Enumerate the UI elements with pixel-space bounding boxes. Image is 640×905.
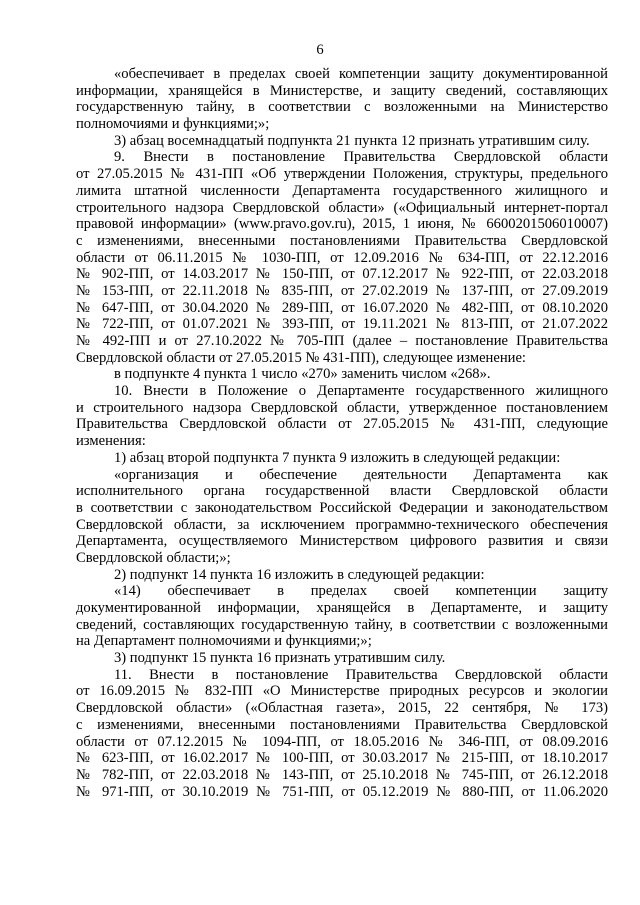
text-line: лимита штатной численности Департамента государственного жилищного и — [76, 182, 608, 199]
text-line: № 492-ПП и от 27.10.2022 № 705-ПП (далее – постановление Правительства — [76, 333, 608, 349]
text-line: полномочиями и функциями;»; — [76, 116, 270, 133]
text-line: от 16.09.2015 № 832-ПП «О Министерстве природных ресурсов и экологии — [76, 683, 608, 700]
text-line: исполнительного органа государственной власти Свердловской области — [76, 483, 608, 500]
text-line: Свердловской области;»; — [76, 549, 231, 566]
text-line: 3) абзац восемнадцатый подпункта 21 пункта 12 признать утратившим силу. — [114, 132, 590, 149]
text-line: «организация и обеспечение деятельности Департамента как — [114, 466, 608, 483]
text-line: в соответствии с законодательством Российской Федерации и законодательством — [76, 499, 608, 516]
text-line: «обеспечивает в пределах своей компетенции защиту документированной — [114, 66, 608, 82]
text-line: «14) обеспечивает в пределах своей компетенции защиту — [114, 583, 608, 600]
text-line: 9. Внести в постановление Правительства Свердловской области — [114, 149, 608, 166]
text-line: № 722-ПП, от 01.07.2021 № 393-ПП, от 19.11.2021 № 813-ПП, от 21.07.2022 — [76, 316, 608, 333]
text-line: № 971-ПП, от 30.10.2019 № 751-ПП, от 05.12.2019 № 880-ПП, от 11.06.2020 — [76, 783, 608, 800]
text-line: и строительного надзора Свердловской области, утвержденное постановлением — [76, 399, 608, 416]
text-line: государственную тайну, в соответствии с возложенными на Министерство — [76, 99, 608, 116]
text-line: области от 06.11.2015 № 1030-ПП, от 12.09.2016 № 634-ПП, от 22.12.2016 — [76, 249, 608, 266]
text-line: № 647-ПП, от 30.04.2020 № 289-ПП, от 16.07.2020 № 482-ПП, от 08.10.2020 — [76, 299, 608, 316]
text-line: Свердловской области» («Областная газета», 2015, 22 сентября, № 173) — [76, 700, 608, 717]
text-line: № 623-ПП, от 16.02.2017 № 100-ПП, от 30.03.2017 № 215-ПП, от 18.10.2017 — [76, 750, 608, 767]
text-line: сведений, составляющих государственную тайну, в соответствии с возложенными — [76, 616, 608, 633]
text-line: № 153-ПП, от 22.11.2018 № 835-ПП, от 27.02.2019 № 137-ПП, от 27.09.2019 — [76, 282, 608, 299]
text-line: 11. Внести в постановление Правительства Свердловской области — [114, 666, 608, 683]
text-line: 3) подпункт 15 пункта 16 признать утратившим силу. — [114, 650, 446, 667]
text-line: 2) подпункт 14 пункта 16 изложить в следующей редакции: — [114, 566, 485, 583]
text-line: информации, хранящейся в Министерстве, и защиту сведений, составляющих — [76, 82, 608, 99]
text-line: области от 07.12.2015 № 1094-ПП, от 18.05.2016 № 346-ПП, от 08.09.2016 — [76, 733, 608, 750]
text-line: Правительства Свердловской области от 27.05.2015 № 431-ПП, следующие — [76, 416, 608, 433]
text-line: 1) абзац второй подпункта 7 пункта 9 изложить в следующей редакции: — [114, 449, 561, 466]
page-number: 6 — [316, 42, 324, 58]
text-line: правовой информации» (www.pravo.gov.ru), 2015, 1 июня, № 6600201506010007) — [76, 216, 608, 233]
text-line: с изменениями, внесенными постановлениями Правительства Свердловской — [76, 716, 608, 733]
text-line: изменения: — [76, 433, 146, 450]
text-line: Департамента, осуществляемого Министерством цифрового развития и связи — [76, 533, 608, 550]
text-line: строительного надзора Свердловской области» («Официальный интернет-портал — [76, 199, 608, 216]
text-line: на Департамент полномочиями и функциями;»; — [76, 633, 372, 650]
text-line: с изменениями, внесенными постановлениями Правительства Свердловской — [76, 232, 608, 249]
text-line: № 782-ПП, от 22.03.2018 № 143-ПП, от 25.10.2018 № 745-ПП, от 26.12.2018 — [76, 766, 608, 783]
text-line: Свердловской области от 27.05.2015 № 431-ПП), следующее изменение: — [76, 349, 526, 366]
text-line: документированной информации, хранящейся в Департаменте, и защиту — [76, 600, 608, 616]
text-line: Свердловской области, за исключением программно-технического обеспечения — [76, 516, 608, 533]
text-line: от 27.05.2015 № 431-ПП «Об утверждении Положения, структуры, предельного — [76, 166, 608, 183]
text-line: в подпункте 4 пункта 1 число «270» заменить числом «268». — [114, 366, 491, 383]
document-body — [76, 66, 608, 800]
text-line: № 902-ПП, от 14.03.2017 № 150-ПП, от 07.12.2017 № 922-ПП, от 22.03.2018 — [76, 266, 608, 283]
text-line: 10. Внести в Положение о Департаменте государственного жилищного — [114, 383, 608, 400]
